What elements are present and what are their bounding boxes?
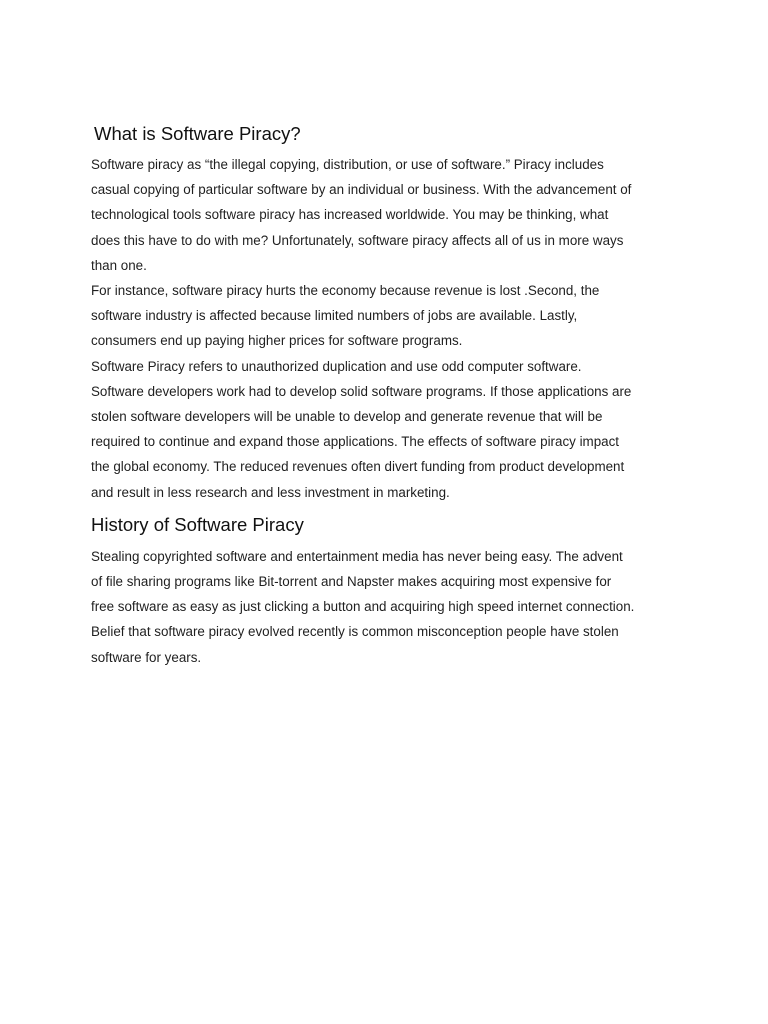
text-line: than one. [91, 257, 147, 273]
text-line: and result in less research and less investment in marketing. [91, 484, 450, 500]
document-body [91, 120, 691, 670]
text-line: Software piracy as “the illegal copying, distribution, or use of software.” Piracy includes [91, 157, 604, 172]
text-line: technological tools software piracy has increased worldwide. You may be thinking, what [91, 207, 609, 223]
text-line: Belief that software piracy evolved recently is common misconception people have stolen [91, 624, 619, 640]
text-line: software industry is affected because limited numbers of jobs are available. Lastly, [91, 308, 578, 324]
text-line: stolen software developers will be unable to develop and generate revenue that will be [91, 409, 603, 425]
text-line: of file sharing programs like Bit-torrent and Napster makes acquiring most expensive for [91, 574, 612, 590]
text-line: software for years. [91, 649, 202, 665]
text-line: free software as easy as just clicking a button and acquiring high speed internet connection. [91, 599, 635, 615]
text-line: does this have to do with me? Unfortunately, software piracy affects all of us in more ways [91, 232, 624, 248]
text-line: Software developers work had to develop solid software programs. If those applications are [91, 383, 632, 399]
section-heading-history-of-software-piracy: History of Software Piracy [91, 513, 304, 535]
text-line: Software Piracy refers to unauthorized duplication and use odd computer software. [91, 358, 582, 374]
text-line: Stealing copyrighted software and entertainment media has never being easy. The advent [91, 548, 623, 564]
section-heading-what-is-software-piracy: What is Software Piracy? [94, 123, 301, 144]
section-body-history-of-software-piracy [91, 544, 691, 670]
section-body-what-is-software-piracy [91, 152, 691, 505]
text-line: consumers end up paying higher prices for software programs. [91, 333, 463, 349]
text-line: casual copying of particular software by an individual or business. With the advancement of [91, 182, 632, 198]
text-line: the global economy. The reduced revenues often divert funding from product development [91, 459, 625, 475]
text-line: For instance, software piracy hurts the economy because revenue is lost .Second, the [91, 283, 600, 299]
text-line: required to continue and expand those applications. The effects of software piracy impact [91, 434, 620, 450]
